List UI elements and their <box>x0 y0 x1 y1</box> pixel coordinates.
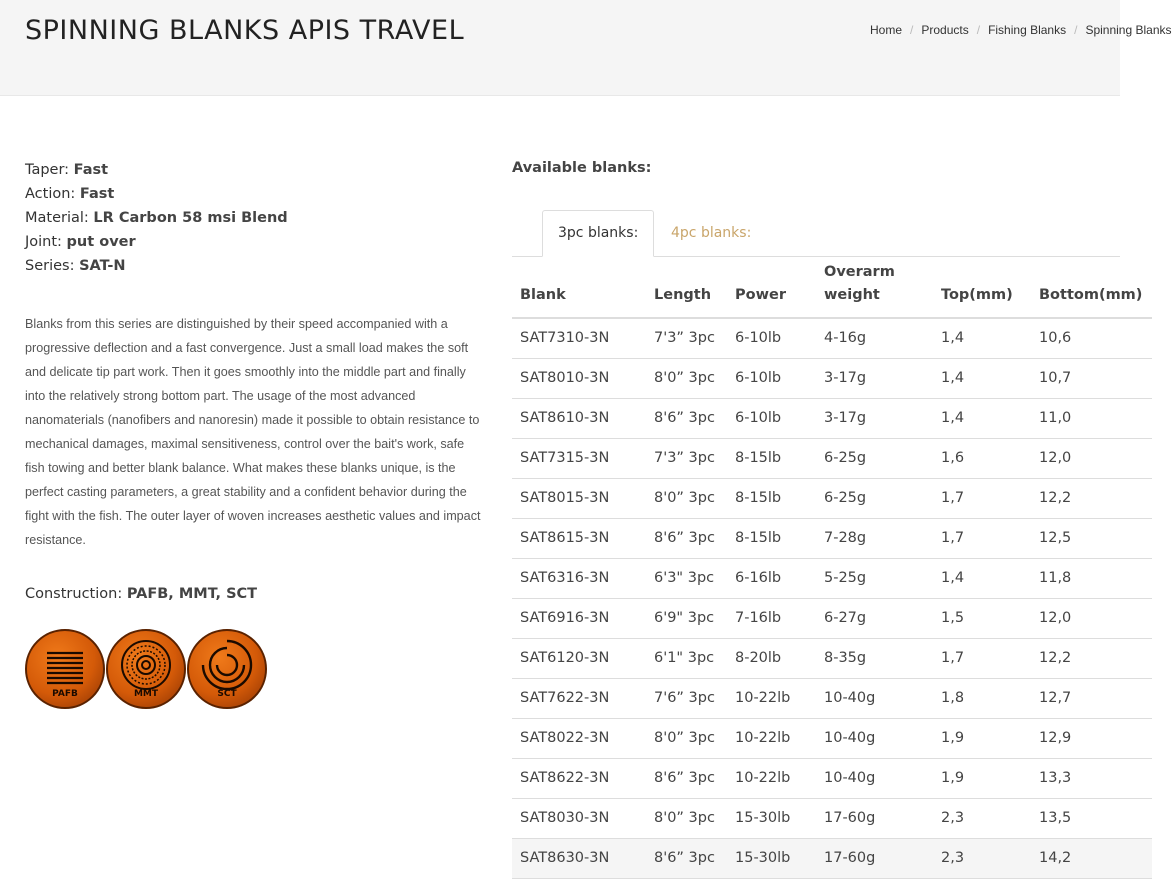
construction-line <box>25 586 485 602</box>
cell-overarm-weight: 3-17g <box>816 358 933 398</box>
blank-tabs <box>512 210 1120 257</box>
spec-label: Material: <box>25 210 89 226</box>
cell-overarm-weight: 6-25g <box>816 478 933 518</box>
cell-power: 6-10lb <box>727 318 816 358</box>
cell-power: 15-30lb <box>727 798 816 838</box>
cell-overarm-weight: 10-40g <box>816 758 933 798</box>
table-row <box>512 558 1152 598</box>
cell-bottom: 12,7 <box>1031 678 1152 718</box>
spec-series <box>25 254 485 278</box>
table-row <box>512 478 1152 518</box>
page-title: SPINNING BLANKS APIS TRAVEL <box>25 15 465 46</box>
cell-length: 8'6” 3pc <box>646 518 727 558</box>
spec-value: Fast <box>73 162 109 178</box>
cell-overarm-weight: 6-27g <box>816 598 933 638</box>
tab-4pc-blanks[interactable]: 4pc blanks: <box>671 225 752 241</box>
cell-top: 1,7 <box>933 518 1031 558</box>
page-header <box>0 0 1172 96</box>
cell-overarm-weight: 6-25g <box>816 438 933 478</box>
cell-length: 6'3" 3pc <box>646 558 727 598</box>
table-row <box>512 718 1152 758</box>
spec-value: put over <box>66 234 136 250</box>
cell-power: 8-20lb <box>727 638 816 678</box>
cell-bottom: 12,9 <box>1031 718 1152 758</box>
table-body <box>512 318 1152 878</box>
cell-blank: SAT8622-3N <box>512 758 646 798</box>
cell-length: 8'6” 3pc <box>646 398 727 438</box>
cell-power: 8-15lb <box>727 438 816 478</box>
table-header-row <box>512 258 1152 318</box>
table-row <box>512 318 1152 358</box>
column-header-overarm-weight: Overarm weight <box>816 258 933 318</box>
product-details <box>25 158 485 602</box>
cell-length: 8'6” 3pc <box>646 758 727 798</box>
tab-3pc-blanks[interactable]: 3pc blanks: <box>542 210 654 257</box>
mmt-badge <box>106 629 186 709</box>
spec-value: LR Carbon 58 msi Blend <box>93 210 288 226</box>
cell-power: 6-10lb <box>727 398 816 438</box>
cell-length: 7'3” 3pc <box>646 438 727 478</box>
cell-length: 7'6” 3pc <box>646 678 727 718</box>
cell-blank: SAT7315-3N <box>512 438 646 478</box>
cell-overarm-weight: 5-25g <box>816 558 933 598</box>
cell-overarm-weight: 8-35g <box>816 638 933 678</box>
breadcrumb <box>870 23 1172 37</box>
spec-label: Series: <box>25 258 75 274</box>
cell-bottom: 12,0 <box>1031 598 1152 638</box>
spec-label: Action: <box>25 186 76 202</box>
cell-blank: SAT8630-3N <box>512 838 646 878</box>
cell-overarm-weight: 17-60g <box>816 838 933 878</box>
cell-power: 15-30lb <box>727 838 816 878</box>
spec-label: Joint: <box>25 234 62 250</box>
cell-blank: SAT6916-3N <box>512 598 646 638</box>
table-row <box>512 398 1152 438</box>
cell-bottom: 10,7 <box>1031 358 1152 398</box>
cell-blank: SAT8022-3N <box>512 718 646 758</box>
cell-top: 1,8 <box>933 678 1031 718</box>
cell-overarm-weight: 10-40g <box>816 678 933 718</box>
cell-length: 6'1" 3pc <box>646 638 727 678</box>
breadcrumb-separator: / <box>910 23 914 37</box>
column-header-blank: Blank <box>512 258 646 318</box>
pafb-badge <box>25 629 105 709</box>
cell-power: 6-16lb <box>727 558 816 598</box>
badge-label: MMT <box>133 689 159 699</box>
breadcrumb-home[interactable]: Home <box>870 23 903 37</box>
breadcrumb-spinning-blanks[interactable]: Spinning Blanks <box>1085 23 1172 37</box>
cell-bottom: 12,5 <box>1031 518 1152 558</box>
cell-bottom: 13,5 <box>1031 798 1152 838</box>
cell-power: 6-10lb <box>727 358 816 398</box>
spec-joint <box>25 230 485 254</box>
construction-label: Construction: <box>25 586 123 602</box>
cell-length: 7'3” 3pc <box>646 318 727 358</box>
cell-top: 1,4 <box>933 558 1031 598</box>
product-description: Blanks from this series are distinguished by their speed accompanied with a progressive deflection and a fast convergence. Just a small load makes the soft and delicate tip part work. Then it goes smoothly into the middle part and finally into the relatively strong bottom part. The usage of the most advanced nanomaterials (nanofibers and nanoresin) made it possible to obtain resistance to mechanical damages, maximal sensitiveness, control over the bait's work, safe fish towing and better blank balance. What makes these blanks unique, is the perfect casting parameters, a great stability and a confident behavior during the fight with the fish. The outer layer of woven increases aesthetic values and impact resistance. <box>25 317 481 547</box>
cell-blank: SAT8030-3N <box>512 798 646 838</box>
cell-bottom: 13,3 <box>1031 758 1152 798</box>
spec-label: Taper: <box>25 162 70 178</box>
cell-top: 1,9 <box>933 718 1031 758</box>
table-row <box>512 518 1152 558</box>
cell-length: 8'6” 3pc <box>646 838 727 878</box>
cell-top: 1,6 <box>933 438 1031 478</box>
cell-top: 1,4 <box>933 398 1031 438</box>
table-row <box>512 358 1152 398</box>
cell-blank: SAT6316-3N <box>512 558 646 598</box>
table-row <box>512 838 1152 878</box>
table-row <box>512 678 1152 718</box>
cell-length: 8'0” 3pc <box>646 798 727 838</box>
breadcrumb-separator: / <box>976 23 981 37</box>
table-row <box>512 438 1152 478</box>
cell-top: 2,3 <box>933 838 1031 878</box>
cell-bottom: 12,2 <box>1031 638 1152 678</box>
sct-badge <box>187 629 267 709</box>
cell-overarm-weight: 17-60g <box>816 798 933 838</box>
cell-blank: SAT8015-3N <box>512 478 646 518</box>
cell-bottom: 11,8 <box>1031 558 1152 598</box>
cell-overarm-weight: 4-16g <box>816 318 933 358</box>
badge-label: PAFB <box>52 689 78 699</box>
cell-bottom: 12,0 <box>1031 438 1152 478</box>
spec-action <box>25 182 485 206</box>
cell-top: 1,5 <box>933 598 1031 638</box>
blanks-table <box>512 258 1152 879</box>
cell-bottom: 10,6 <box>1031 318 1152 358</box>
cell-top: 2,3 <box>933 798 1031 838</box>
cell-top: 1,4 <box>933 358 1031 398</box>
available-blanks-heading: Available blanks: <box>512 160 652 176</box>
breadcrumb-products[interactable]: Products <box>921 23 969 37</box>
badge-label: SCT <box>217 689 237 699</box>
cell-top: 1,9 <box>933 758 1031 798</box>
table-row <box>512 598 1152 638</box>
cell-top: 1,4 <box>933 318 1031 358</box>
cell-bottom: 12,2 <box>1031 478 1152 518</box>
cell-blank: SAT8010-3N <box>512 358 646 398</box>
cell-top: 1,7 <box>933 478 1031 518</box>
cell-length: 8'0” 3pc <box>646 478 727 518</box>
cell-length: 6'9" 3pc <box>646 598 727 638</box>
cell-blank: SAT8615-3N <box>512 518 646 558</box>
cell-power: 10-22lb <box>727 678 816 718</box>
cell-blank: SAT7622-3N <box>512 678 646 718</box>
spec-taper <box>25 158 485 182</box>
cell-power: 8-15lb <box>727 478 816 518</box>
cell-top: 1,7 <box>933 638 1031 678</box>
cell-blank: SAT7310-3N <box>512 318 646 358</box>
cell-overarm-weight: 3-17g <box>816 398 933 438</box>
spec-list <box>25 158 485 278</box>
column-header-top: Top(mm) <box>933 258 1031 318</box>
column-header-power: Power <box>727 258 816 318</box>
breadcrumb-fishing-blanks[interactable]: Fishing Blanks <box>988 23 1067 37</box>
cell-blank: SAT8610-3N <box>512 398 646 438</box>
cell-bottom: 11,0 <box>1031 398 1152 438</box>
spec-value: Fast <box>79 186 115 202</box>
cell-overarm-weight: 7-28g <box>816 518 933 558</box>
cell-power: 7-16lb <box>727 598 816 638</box>
cell-length: 8'0” 3pc <box>646 718 727 758</box>
construction-value: PAFB, MMT, SCT <box>126 586 258 602</box>
table-row <box>512 798 1152 838</box>
spec-value: SAT-N <box>79 258 126 274</box>
cell-blank: SAT6120-3N <box>512 638 646 678</box>
table-row <box>512 638 1152 678</box>
cell-bottom: 14,2 <box>1031 838 1152 878</box>
cell-power: 10-22lb <box>727 758 816 798</box>
spec-material <box>25 206 485 230</box>
column-header-bottom: Bottom(mm) <box>1031 258 1152 318</box>
cell-length: 8'0” 3pc <box>646 358 727 398</box>
technology-badges <box>25 629 267 709</box>
column-header-length: Length <box>646 258 727 318</box>
cell-power: 10-22lb <box>727 718 816 758</box>
breadcrumb-separator: / <box>1074 23 1078 37</box>
cell-power: 8-15lb <box>727 518 816 558</box>
cell-overarm-weight: 10-40g <box>816 718 933 758</box>
table-row <box>512 758 1152 798</box>
